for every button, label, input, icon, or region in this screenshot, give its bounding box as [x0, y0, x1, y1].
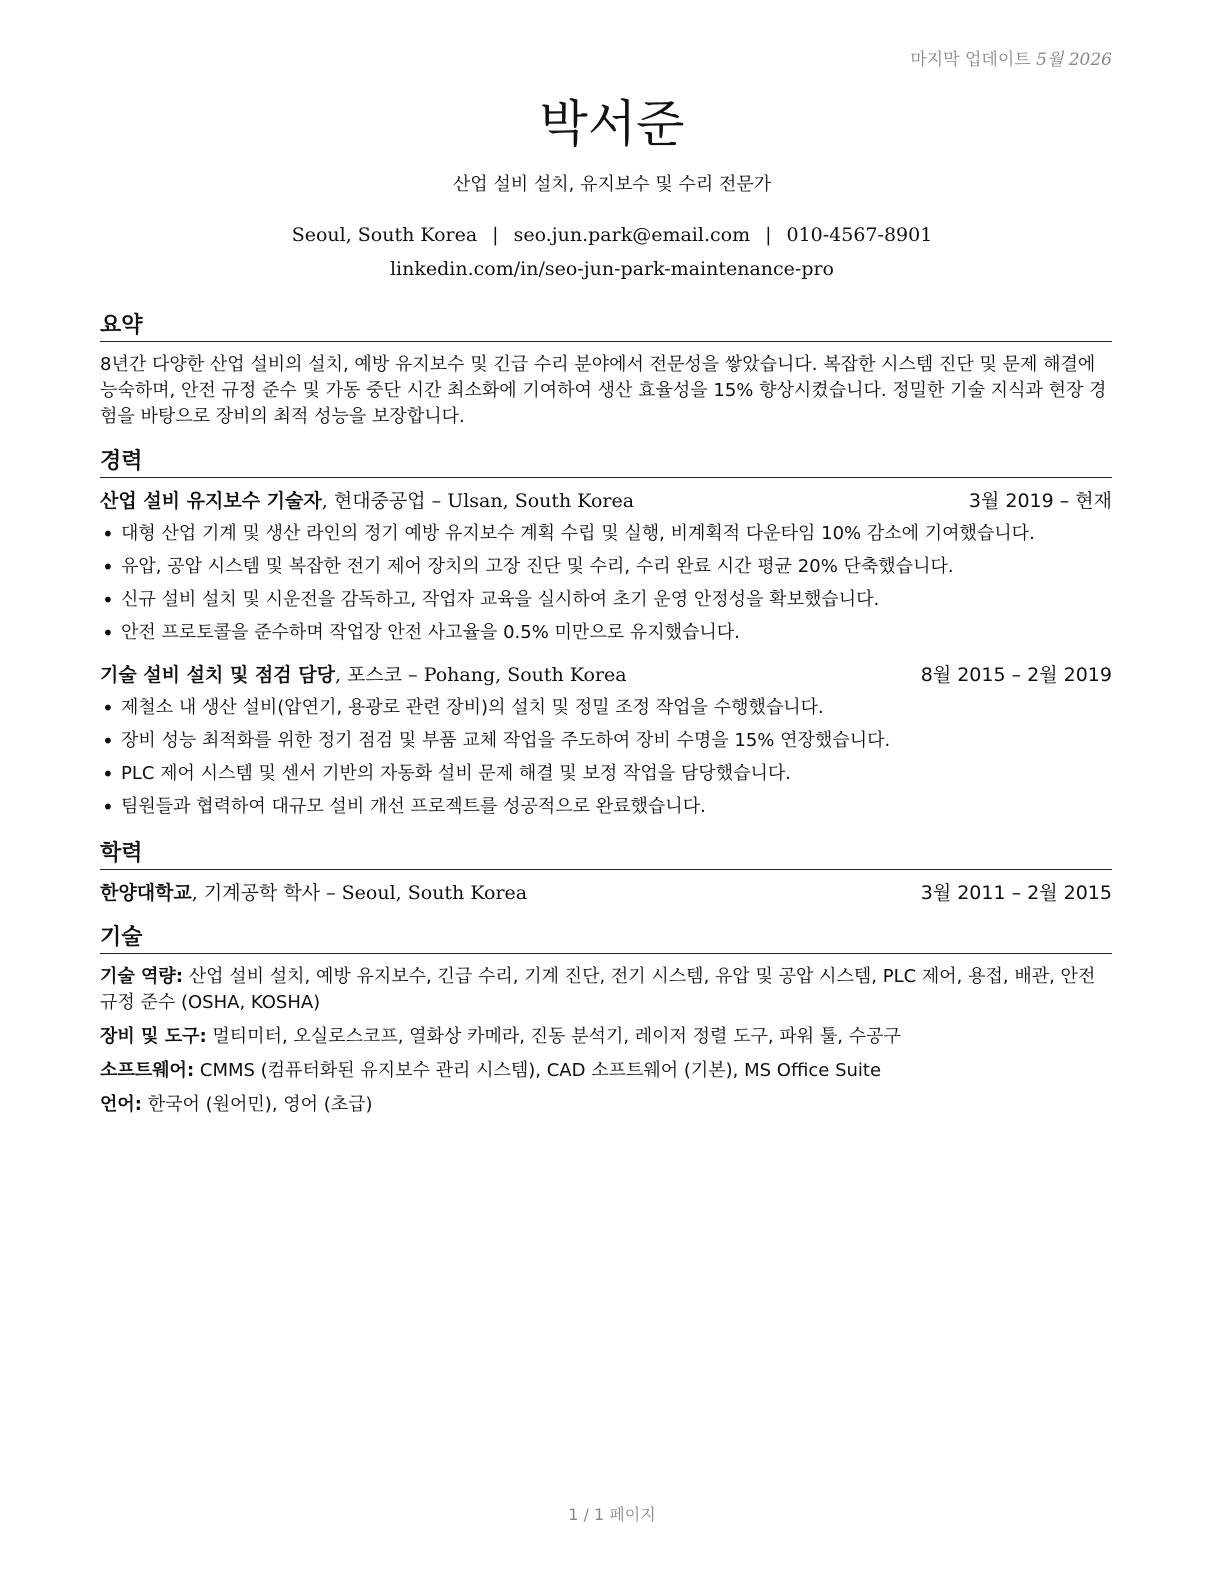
job-bullet: • 제철소 내 생산 설비(압연기, 용광로 관련 장비)의 설치 및 정밀 조정 작업을 수행했습니다.	[100, 695, 1112, 721]
job-bullet: • 장비 성능 최적화를 위한 정기 점검 및 부품 교체 작업을 주도하여 장비 수명을 15% 연장했습니다.	[100, 728, 1112, 754]
skill-label: 소프트웨어:	[100, 1060, 195, 1081]
job-bullet: • 신규 설비 설치 및 시운전을 감독하고, 작업자 교육을 실시하여 초기 운영 안정성을 확보했습니다.	[100, 587, 1112, 613]
job-role: 산업 설비 유지보수 기술자	[100, 490, 322, 512]
skill-row	[100, 1058, 1112, 1084]
education-section	[100, 836, 1112, 906]
job-entry	[100, 488, 1112, 646]
job-role: 기술 설비 설치 및 점검 담당	[100, 664, 335, 686]
last-updated-date: 5월 2026	[1036, 50, 1112, 70]
skills-heading: 기술	[100, 920, 1112, 954]
education-entry: 한양대학교, 기계공학 학사 – Seoul, South Korea 3월 2011 – 2월 2015	[100, 882, 1112, 904]
skill-label: 기술 역량:	[100, 966, 184, 987]
contact-phone: 010-4567-8901	[786, 224, 933, 246]
resume-body	[100, 308, 1112, 1132]
skill-label: 언어:	[100, 1094, 142, 1115]
job-dates: 3월 2019 – 현재	[968, 490, 1112, 512]
skill-row	[100, 1092, 1112, 1118]
contact-line	[0, 224, 1224, 246]
job-bullets	[100, 521, 1112, 646]
summary-section	[100, 308, 1112, 430]
contact-separator: |	[492, 224, 499, 246]
contact-separator: |	[765, 224, 772, 246]
job-bullets	[100, 695, 1112, 820]
job-company: 포스코	[347, 664, 403, 686]
summary-heading: 요약	[100, 308, 1112, 342]
education-school: 한양대학교	[100, 882, 192, 904]
skills-section	[100, 920, 1112, 1118]
skill-row	[100, 1024, 1112, 1050]
candidate-name: 박서준	[539, 95, 685, 153]
education-dates: 3월 2011 – 2월 2015	[920, 882, 1112, 904]
job-company: 현대중공업	[333, 490, 426, 512]
contact-email[interactable]: seo.jun.park@email.com	[513, 224, 751, 246]
job-location: Pohang, South Korea	[423, 664, 627, 686]
education-heading: 학력	[100, 836, 1112, 870]
candidate-tagline: 산업 설비 설치, 유지보수 및 수리 전문가	[452, 174, 772, 195]
skill-value: CMMS (컴퓨터화된 유지보수 관리 시스템), CAD 소프트웨어 (기본), MS Office Suite	[199, 1060, 882, 1081]
experience-heading: 경력	[100, 444, 1112, 478]
job-bullet: • 유압, 공압 시스템 및 복잡한 전기 제어 장치의 고장 진단 및 수리, 수리 완료 시간 평균 20% 단축했습니다.	[100, 554, 1112, 580]
last-updated-label: 마지막 업데이트	[910, 50, 1031, 70]
skill-value: 산업 설비 설치, 예방 유지보수, 긴급 수리, 기계 진단, 전기 시스템, 유압 및 공압 시스템, PLC 제어, 용접, 배관, 안전 규정 준수 (OSHA, KOSHA)	[100, 966, 1096, 1013]
job-bullet: • PLC 제어 시스템 및 센서 기반의 자동화 설비 문제 해결 및 보정 작업을 담당했습니다.	[100, 761, 1112, 787]
page-number: 1 / 1 페이지	[568, 1505, 656, 1524]
skill-value: 멀티미터, 오실로스코프, 열화상 카메라, 진동 분석기, 레이저 정렬 도구, 파워 툴, 수공구	[212, 1026, 901, 1047]
skill-label: 장비 및 도구:	[100, 1026, 207, 1047]
education-degree: 기계공학 학사	[203, 882, 321, 904]
job-bullet: • 안전 프로토콜을 준수하며 작업장 안전 사고율을 0.5% 미만으로 유지했습니다.	[100, 620, 1112, 646]
job-bullet: • 팀원들과 협력하여 대규모 설비 개선 프로젝트를 성공적으로 완료했습니다.	[100, 794, 1112, 820]
job-header: 기술 설비 설치 및 점검 담당, 포스코 – Pohang, South Korea 8월 2015 – 2월 2019	[100, 664, 1112, 686]
contact-location: Seoul, South Korea	[291, 224, 478, 246]
linkedin-link[interactable]: linkedin.com/in/seo-jun-park-maintenance-pro	[389, 258, 834, 280]
job-entry	[100, 662, 1112, 820]
experience-section	[100, 444, 1112, 820]
last-updated	[910, 45, 1112, 70]
job-dates: 8월 2015 – 2월 2019	[920, 664, 1112, 686]
job-header: 산업 설비 유지보수 기술자, 현대중공업 – Ulsan, South Korea 3월 2019 – 현재	[100, 490, 1112, 512]
job-bullet: • 대형 산업 기계 및 생산 라인의 정기 예방 유지보수 계획 수립 및 실행, 비계획적 다운타임 10% 감소에 기여했습니다.	[100, 521, 1112, 547]
skill-value: 한국어 (원어민), 영어 (초급)	[147, 1094, 373, 1115]
skill-row	[100, 964, 1112, 1016]
education-location: Seoul, South Korea	[341, 882, 528, 904]
summary-text: 8년간 다양한 산업 설비의 설치, 예방 유지보수 및 긴급 수리 분야에서 전문성을 쌓았습니다. 복잡한 시스템 진단 및 문제 해결에 능숙하며, 안전 규정 준수 및 가동 중단 시간 최소화에 기여하여 생산 효율성을 15% 향상시켰습니다. 정밀한 기술 지식과 현장 경험을 바탕으로 장비의 최적 성능을 보장합니다.	[100, 354, 1107, 427]
job-location: Ulsan, South Korea	[447, 490, 635, 512]
